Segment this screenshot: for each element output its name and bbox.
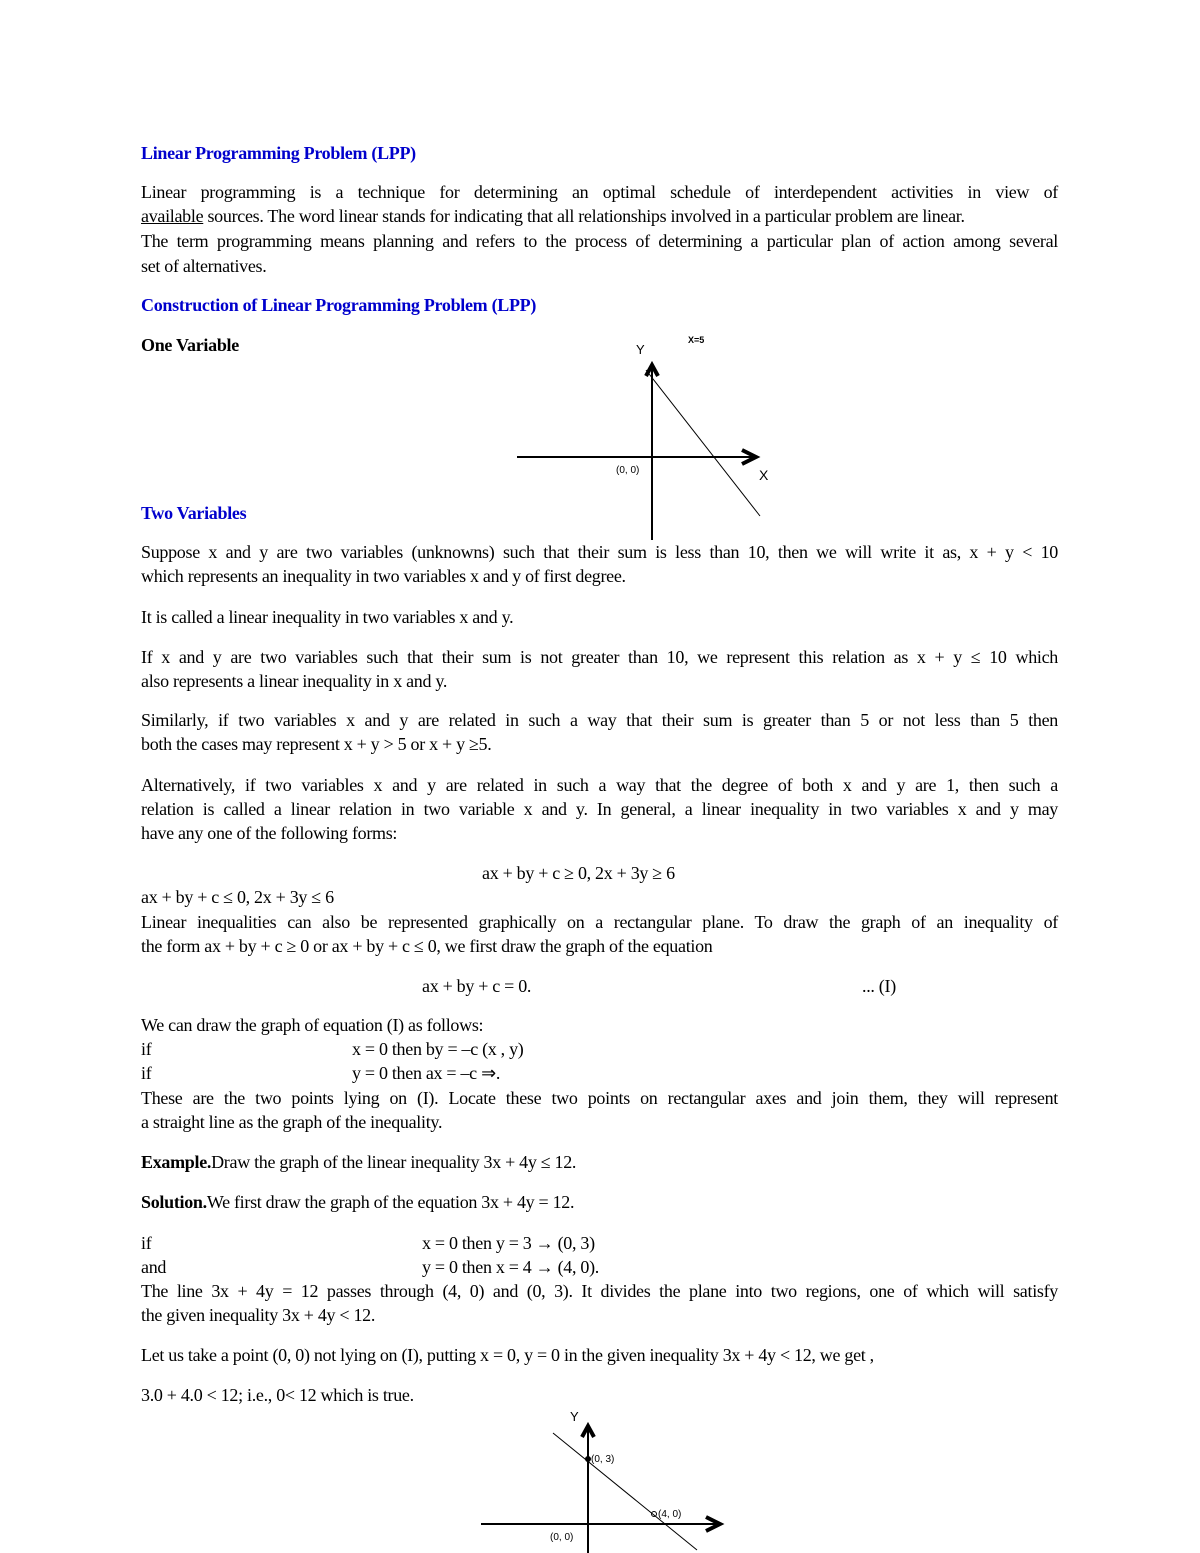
paragraph-line: the given inequality 3x + 4y < 12. xyxy=(141,1305,376,1325)
paragraph-line: These are the two points lying on (I). Locate these two points on rectangular axes and join them, they will represent xyxy=(141,1088,1058,1108)
one-variable-heading: One Variable xyxy=(141,335,239,355)
two-variable-diagram xyxy=(0,1400,1200,1553)
intro-text: sources. The word linear stands for indicating that all relationships involved in a particular problem are linear. xyxy=(203,206,965,226)
inequality-form: ax + by + c ≥ 0, 2x + 3y ≥ 6 xyxy=(482,863,675,883)
solution-label: Solution. xyxy=(141,1192,207,1212)
intro-line: The term programming means planning and refers to the process of determining a particular plan of action among several xyxy=(141,231,1058,251)
origin-label: (0, 0) xyxy=(616,465,640,476)
equation: ax + by + c = 0. xyxy=(422,976,532,996)
paragraph-line: a straight line as the graph of the inequality. xyxy=(141,1112,443,1132)
step-text: y = 0 then ax = –c ⇒. xyxy=(352,1063,501,1083)
paragraph-line: The line 3x + 4y = 12 passes through (4, 0) and (0, 3). It divides the plane into two regions, one of which will satisfy xyxy=(141,1281,1058,1301)
intro-line: set of alternatives. xyxy=(141,256,267,276)
paragraph-line: relation is called a linear relation in two variable x and y. In general, a linear inequality in two variables x and y may xyxy=(141,799,1058,819)
step-cond: if xyxy=(141,1233,152,1253)
step-text: y = 0 then x = 4 → (4, 0). xyxy=(422,1257,599,1277)
line-x-5 xyxy=(646,370,760,516)
paragraph-line: 3.0 + 4.0 < 12; i.e., 0< 12 which is true. xyxy=(141,1385,414,1405)
step-cond: and xyxy=(141,1257,167,1277)
step-cond: if xyxy=(141,1063,152,1083)
point-label: (0, 3) xyxy=(591,1454,615,1465)
y-label: Y xyxy=(636,342,645,357)
point-label: (4, 0) xyxy=(658,1509,682,1520)
example-label: Example. xyxy=(141,1152,212,1172)
step-cond: if xyxy=(141,1039,152,1059)
paragraph-line: If x and y are two variables such that their sum is not greater than 10, we represent this relation as x + y ≤ 10 which xyxy=(141,647,1058,667)
paragraph-line: have any one of the following forms: xyxy=(141,823,398,843)
paragraph-line: Alternatively, if two variables x and y are related in such a way that the degree of both x and y are 1, then such a xyxy=(141,775,1058,795)
line-label: X=5 xyxy=(688,335,705,345)
solution-text: We first draw the graph of the equation 3x + 4y = 12. xyxy=(206,1192,575,1212)
paragraph-line: We can draw the graph of equation (I) as follows: xyxy=(141,1015,484,1035)
paragraph-line: both the cases may represent x + y > 5 or x + y ≥5. xyxy=(141,734,492,754)
paragraph-line: the form ax + by + c ≥ 0 or ax + by + c ≤ 0, we first draw the graph of the equation xyxy=(141,936,713,956)
paragraph-line: Similarly, if two variables x and y are related in such a way that their sum is greater than 5 or not less than 5 then xyxy=(141,710,1058,730)
intro-line: Linear programming is a technique for determining an optimal schedule of interdependent activities in view of xyxy=(141,182,1058,202)
equation-ref: ... (I) xyxy=(862,976,896,996)
one-variable-diagram xyxy=(0,0,1200,560)
construction-heading: Construction of Linear Programming Problem (LPP) xyxy=(141,295,537,315)
available-link[interactable]: available xyxy=(141,206,204,226)
solution xyxy=(141,1190,1058,1214)
x-label: X xyxy=(759,467,769,483)
inequality-form: ax + by + c ≤ 0, 2x + 3y ≤ 6 xyxy=(141,887,334,907)
paragraph-line: Suppose x and y are two variables (unknowns) such that their sum is less than 10, then we will write it as, x + y < 10 xyxy=(141,542,1058,562)
example xyxy=(141,1150,1058,1174)
page-title: Linear Programming Problem (LPP) xyxy=(141,143,416,163)
step-text: x = 0 then y = 3 → (0, 3) xyxy=(422,1233,595,1253)
paragraph-line: also represents a linear inequality in x and y. xyxy=(141,671,448,691)
paragraph-line: which represents an inequality in two variables x and y of first degree. xyxy=(141,566,626,586)
line-3x-4y-12 xyxy=(553,1433,697,1550)
origin-label: (0, 0) xyxy=(550,1532,574,1543)
paragraph-line: Linear inequalities can also be represented graphically on a rectangular plane. To draw the graph of an inequality of xyxy=(141,912,1058,932)
y-label: Y xyxy=(570,1409,579,1424)
paragraph-line: Let us take a point (0, 0) not lying on (I), putting x = 0, y = 0 in the given inequality 3x + 4y < 12, we get , xyxy=(141,1345,874,1365)
step-text: x = 0 then by = –c (x , y) xyxy=(352,1039,524,1059)
example-text: Draw the graph of the linear inequality 3x + 4y ≤ 12. xyxy=(211,1152,577,1172)
two-variables-heading: Two Variables xyxy=(141,503,247,523)
paragraph-line: It is called a linear inequality in two variables x and y. xyxy=(141,607,514,627)
